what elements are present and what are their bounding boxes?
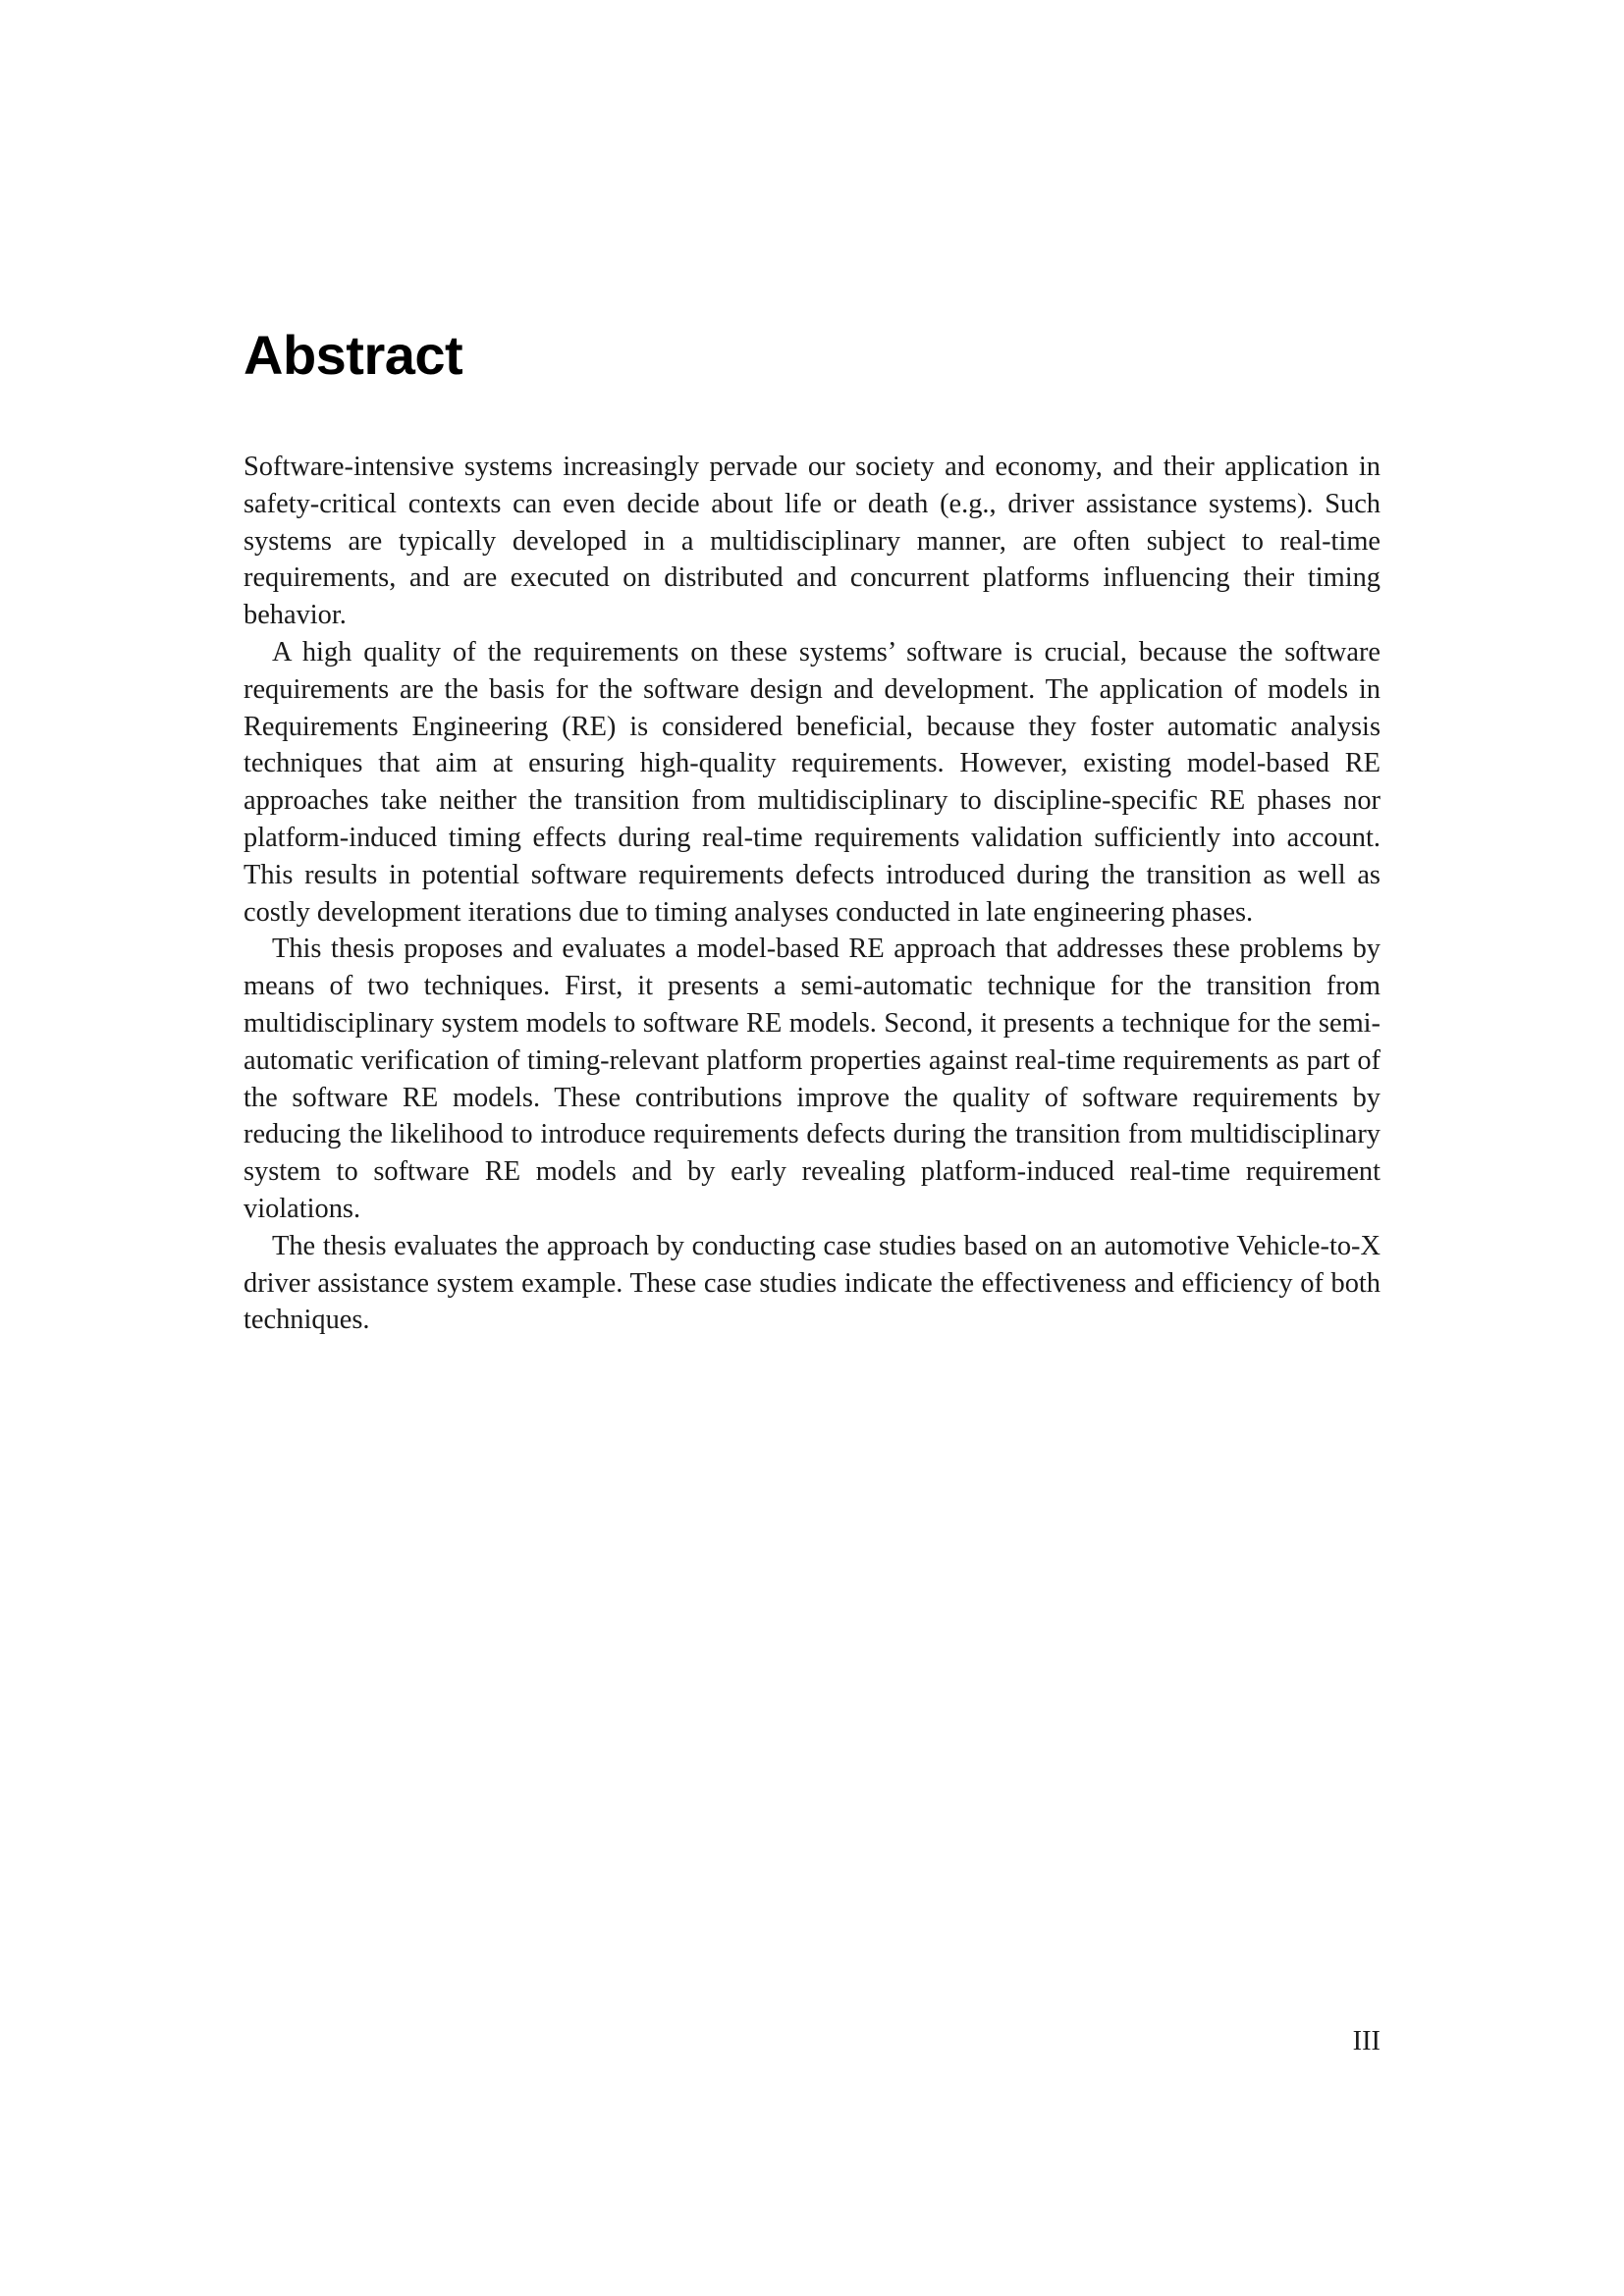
abstract-body <box>244 449 1380 1339</box>
abstract-paragraph-2: A high quality of the requirements on these systems’ software is crucial, because the software requirements are the basis for the software design and development. The application of models in Requirements Engineering (RE) is considered beneficial, because they foster automatic analysis techniques that aim at ensuring high-quality requirements. However, existing model-based RE approaches take neither the transition from multidisciplinary to discipline-specific RE phases nor platform-induced timing effects during real-time requirements validation sufficiently into account. This results in potential software requirements defects introduced during the transition as well as costly development iterations due to timing analyses conducted in late engineering phases. <box>244 636 1380 928</box>
abstract-paragraph-3: This thesis proposes and evaluates a model-based RE approach that addresses these problems by means of two techniques. First, it presents a semi-automatic technique for the transition from multidisciplinary system models to software RE models. Second, it presents a technique for the semi-automatic verification of timing-relevant platform properties against real-time requirements as part of the software RE models. These contributions improve the quality of software requirements by reducing the likelihood to introduce requirements defects during the transition from multidisciplinary system to software RE models and by early revealing platform-induced real-time requirement violations. <box>244 934 1380 1224</box>
abstract-heading: Abstract <box>244 324 463 386</box>
abstract-paragraph-1: Software-intensive systems increasingly pervade our society and economy, and their application in safety-critical contexts can even decide about life or death (e.g., driver assistance systems). Such systems are typically developed in a multidisciplinary manner, are often subject to real-time requirements, and are executed on distributed and concurrent platforms influencing their timing behavior. <box>244 452 1380 631</box>
abstract-paragraph-4: The thesis evaluates the approach by conducting case studies based on an automotive Vehicle-to-X driver assistance system example. These case studies indicate the effectiveness and efficiency of both techniques. <box>244 1230 1380 1336</box>
page-number: III <box>1352 2026 1380 2056</box>
